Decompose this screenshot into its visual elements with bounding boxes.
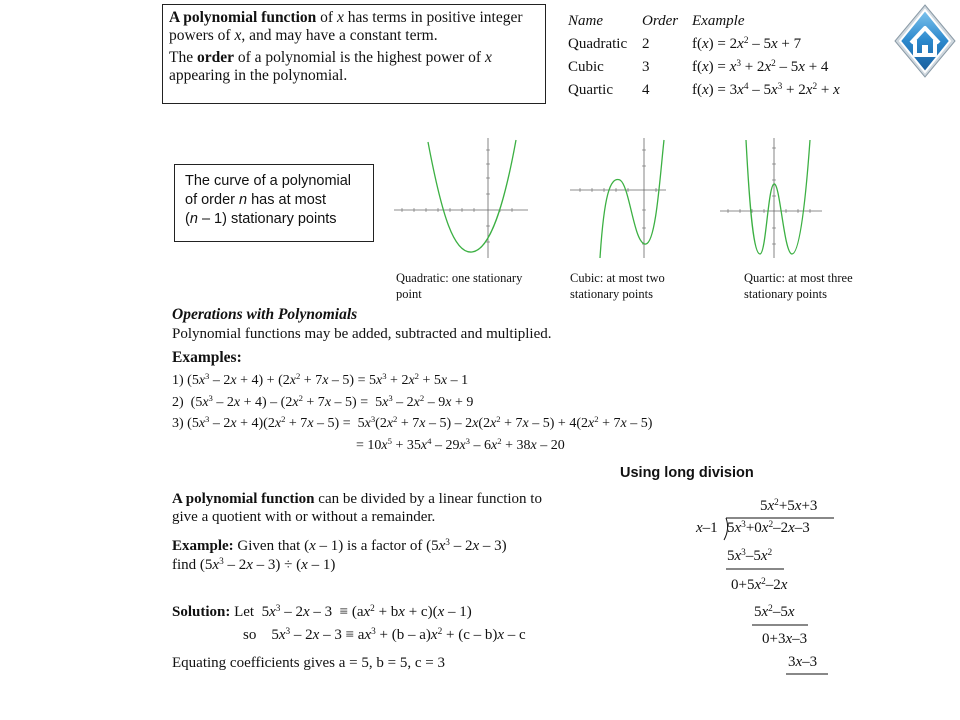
quartic-curve xyxy=(746,140,810,254)
ld-quotient: $5x^2+5x+3$ xyxy=(760,497,818,514)
long-division-title: Using long division xyxy=(620,465,754,481)
quadratic-curve xyxy=(428,140,516,252)
quartic-graph xyxy=(718,136,824,260)
equating-coefficients: Equating coefficients gives a = 5, b = 5, c = 3 xyxy=(172,655,445,671)
division-intro: A polynomial function can be divided by a linear function to give a quotient with or without a remainder. xyxy=(172,491,542,525)
ld-rule-2 xyxy=(752,624,812,627)
cubic-curve xyxy=(600,140,664,258)
example-2: 2) $(5x^3 - 2x + 4) - (2x^2 + 7x - 5) = 5x^3 - 2x^2 - 9x + 9$ xyxy=(172,393,474,410)
operations-subtitle: Polynomial functions may be added, subtracted and multiplied. xyxy=(172,326,552,342)
solution-line-1: Solution: Let $5x^3 - 2x - 3 \equiv (ax^2$ + bx + c)(x – 1) xyxy=(172,603,472,620)
quartic-example: $f(x) = 3x^4 - 5x^3 + 2x^2 + x$ xyxy=(692,81,840,98)
ld-step-1: $5x^3-5x^2$ xyxy=(727,547,773,564)
operations-title: Operations with Polynomials xyxy=(172,306,358,323)
quartic-caption: Quartic: at most three stationary points xyxy=(744,271,853,301)
ld-rule-1 xyxy=(726,568,786,571)
ld-dividend: $5x^3+0x^2-2x-3$ xyxy=(727,519,810,536)
definition-order: The order of a polynomial is the highest power of x appearing in the polynomial. xyxy=(169,49,492,84)
order-table-header: Name Order Example xyxy=(568,13,745,29)
ld-rule-3 xyxy=(786,673,830,676)
quartic-ticks xyxy=(728,148,810,244)
quadratic-graph xyxy=(392,136,530,260)
example-3: 3) $(5x^3 - 2x + 4)(2x^2 + 7x - 5) = 5x^3(2x^2 + 7x - 5) - 2x(2x^2 + 7x - 5) + 4(2x^2 + 7x - 5)$ xyxy=(172,414,653,431)
quadratic-example: $f(x) = 2x^2 - 5x + 7$ xyxy=(692,35,802,52)
order-row-quadratic: Quadratic 2 $f(x) = 2x^2 - 5x + 7$ xyxy=(568,33,882,56)
order-row-quartic: Quartic 4 $f(x) = 3x^4 - 5x^3 + 2x^2 + x$ xyxy=(568,79,882,102)
ld-step-5: 3x–3 xyxy=(788,654,818,670)
division-example: Example: Given that (x – 1) is a factor of $(5x^3 - 2x - 3)$ find $(5x^3 - 2x - 3) \div (x - 1)$ xyxy=(172,537,507,573)
quadratic-ticks xyxy=(402,150,512,242)
ld-step-3: $5x^2-5x$ xyxy=(754,603,795,620)
cubic-caption: Cubic: at most two stationary points xyxy=(570,271,665,301)
order-table xyxy=(568,10,882,102)
ld-divisor: x–1 xyxy=(696,520,718,536)
solution-line-2: so $5x^3 - 2x - 3 \equiv ax^3 + (b - a)x^2 + (c - b)x - c$ xyxy=(243,626,526,643)
ld-step-2: $0+5x^2-2x$ xyxy=(731,576,788,593)
quadratic-caption: Quadratic: one stationary point xyxy=(396,271,523,301)
cubic-graph xyxy=(568,136,668,260)
example-1: 1) $(5x^3 - 2x + 4) + (2x^2 + 7x - 5) = 5x^3 + 2x^2 + 5x - 1$ xyxy=(172,371,469,388)
cubic-example: $f(x) = x^3 + 2x^2 - 5x + 4$ xyxy=(692,58,829,75)
home-icon[interactable] xyxy=(893,3,957,79)
cubic-ticks xyxy=(580,150,656,244)
definition-box xyxy=(162,4,546,104)
examples-label: Examples: xyxy=(172,349,242,366)
definition-polynomial: A polynomial function of x has terms in positive integer powers of x, and may have a constant term. xyxy=(169,9,523,44)
ld-step-4: 0+3x–3 xyxy=(762,631,808,647)
order-row-cubic: Cubic 3 $f(x) = x^3 + 2x^2 - 5x + 4$ xyxy=(568,56,882,79)
stationary-points-box: The curve of a polynomial of order n has at most (n – 1) stationary points xyxy=(174,164,374,242)
example-3-result: = $10x^5 + 35x^4 - 29x^3 - 6x^2 + 38x - 20$ xyxy=(356,436,565,453)
